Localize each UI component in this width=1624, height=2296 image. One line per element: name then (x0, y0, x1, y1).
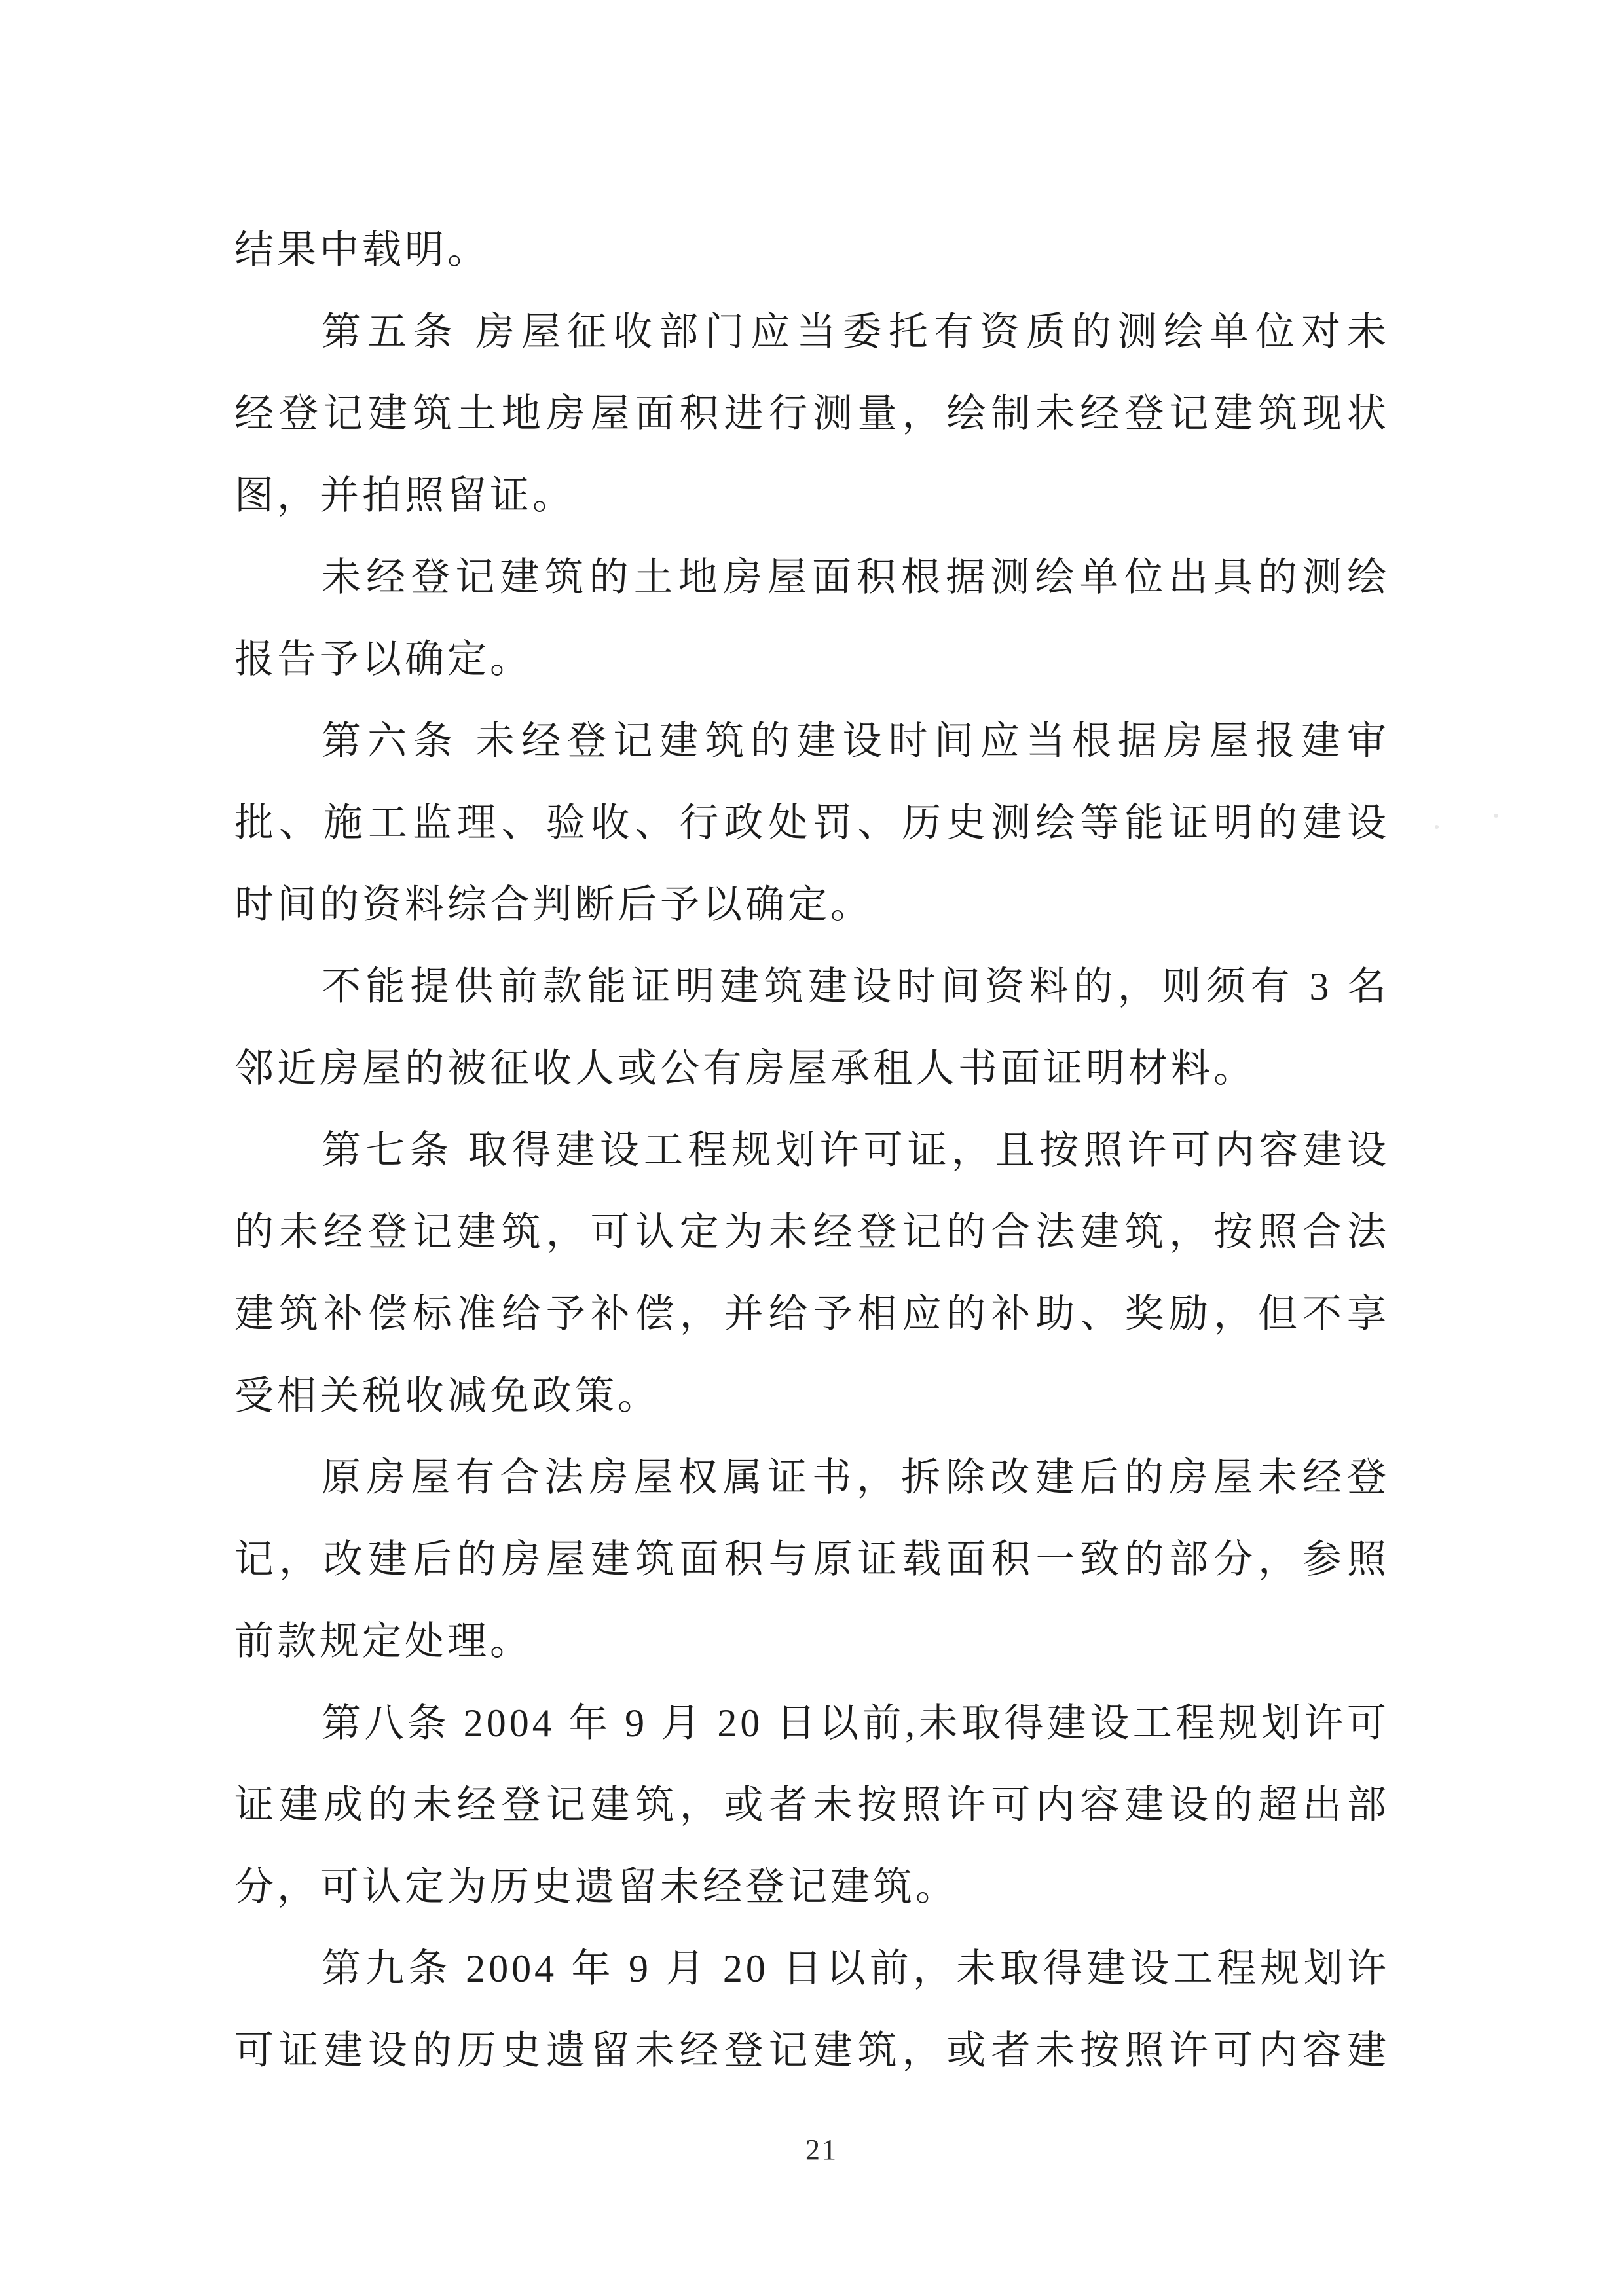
text-line: 第九条 2004 年 9 月 20 日以前，未取得建设工程规划许 (322, 1947, 1390, 1990)
text-line: 原房屋有合法房屋权属证书，拆除改建后的房屋未经登 (322, 1456, 1390, 1499)
text-line: 分，可认定为历史遗留未经登记建筑。 (234, 1865, 958, 1908)
text-line: 建筑补偿标准给予补偿，并给予相应的补助、奖励，但不享 (234, 1292, 1390, 1336)
text-line: 前款规定处理。 (234, 1620, 532, 1663)
page-number: 21 (805, 2134, 838, 2166)
text-line: 第七条 取得建设工程规划许可证，且按照许可内容建设 (322, 1129, 1390, 1172)
text-line: 不能提供前款能证明建筑建设时间资料的，则须有 3 名 (322, 965, 1390, 1008)
text-line: 的未经登记建筑，可认定为未经登记的合法建筑，按照合法 (234, 1211, 1390, 1254)
text-line: 未经登记建筑的土地房屋面积根据测绘单位出具的测绘 (322, 556, 1390, 599)
text-block (234, 210, 1390, 2092)
text-line: 第八条 2004 年 9 月 20 日以前,未取得建设工程规划许可 (322, 1702, 1390, 1745)
text-line: 报告予以确定。 (234, 638, 532, 681)
text-line: 邻近房屋的被征收人或公有房屋承租人书面证明材料。 (234, 1047, 1256, 1090)
text-line: 时间的资料综合判断后予以确定。 (234, 883, 873, 926)
text-line: 批、施工监理、验收、行政处罚、历史测绘等能证明的建设 (234, 801, 1390, 845)
text-line: 结果中载明。 (234, 228, 490, 272)
scan-speck (1435, 825, 1439, 829)
scan-speck (1494, 814, 1498, 818)
text-line: 可证建设的历史遗留未经登记建筑，或者未按照许可内容建 (234, 2029, 1390, 2072)
text-line: 受相关税收减免政策。 (234, 1374, 660, 1417)
text-line: 图，并拍照留证。 (234, 474, 575, 517)
text-line: 证建成的未经登记建筑，或者未按照许可内容建设的超出部 (234, 1783, 1390, 1827)
text-line: 经登记建筑土地房屋面积进行测量，绘制未经登记建筑现状 (234, 392, 1390, 435)
text-line: 第五条 房屋征收部门应当委托有资质的测绘单位对未 (322, 310, 1390, 354)
text-line: 记，改建后的房屋建筑面积与原证载面积一致的部分，参照 (234, 1538, 1390, 1581)
text-line: 第六条 未经登记建筑的建设时间应当根据房屋报建审 (322, 720, 1390, 763)
